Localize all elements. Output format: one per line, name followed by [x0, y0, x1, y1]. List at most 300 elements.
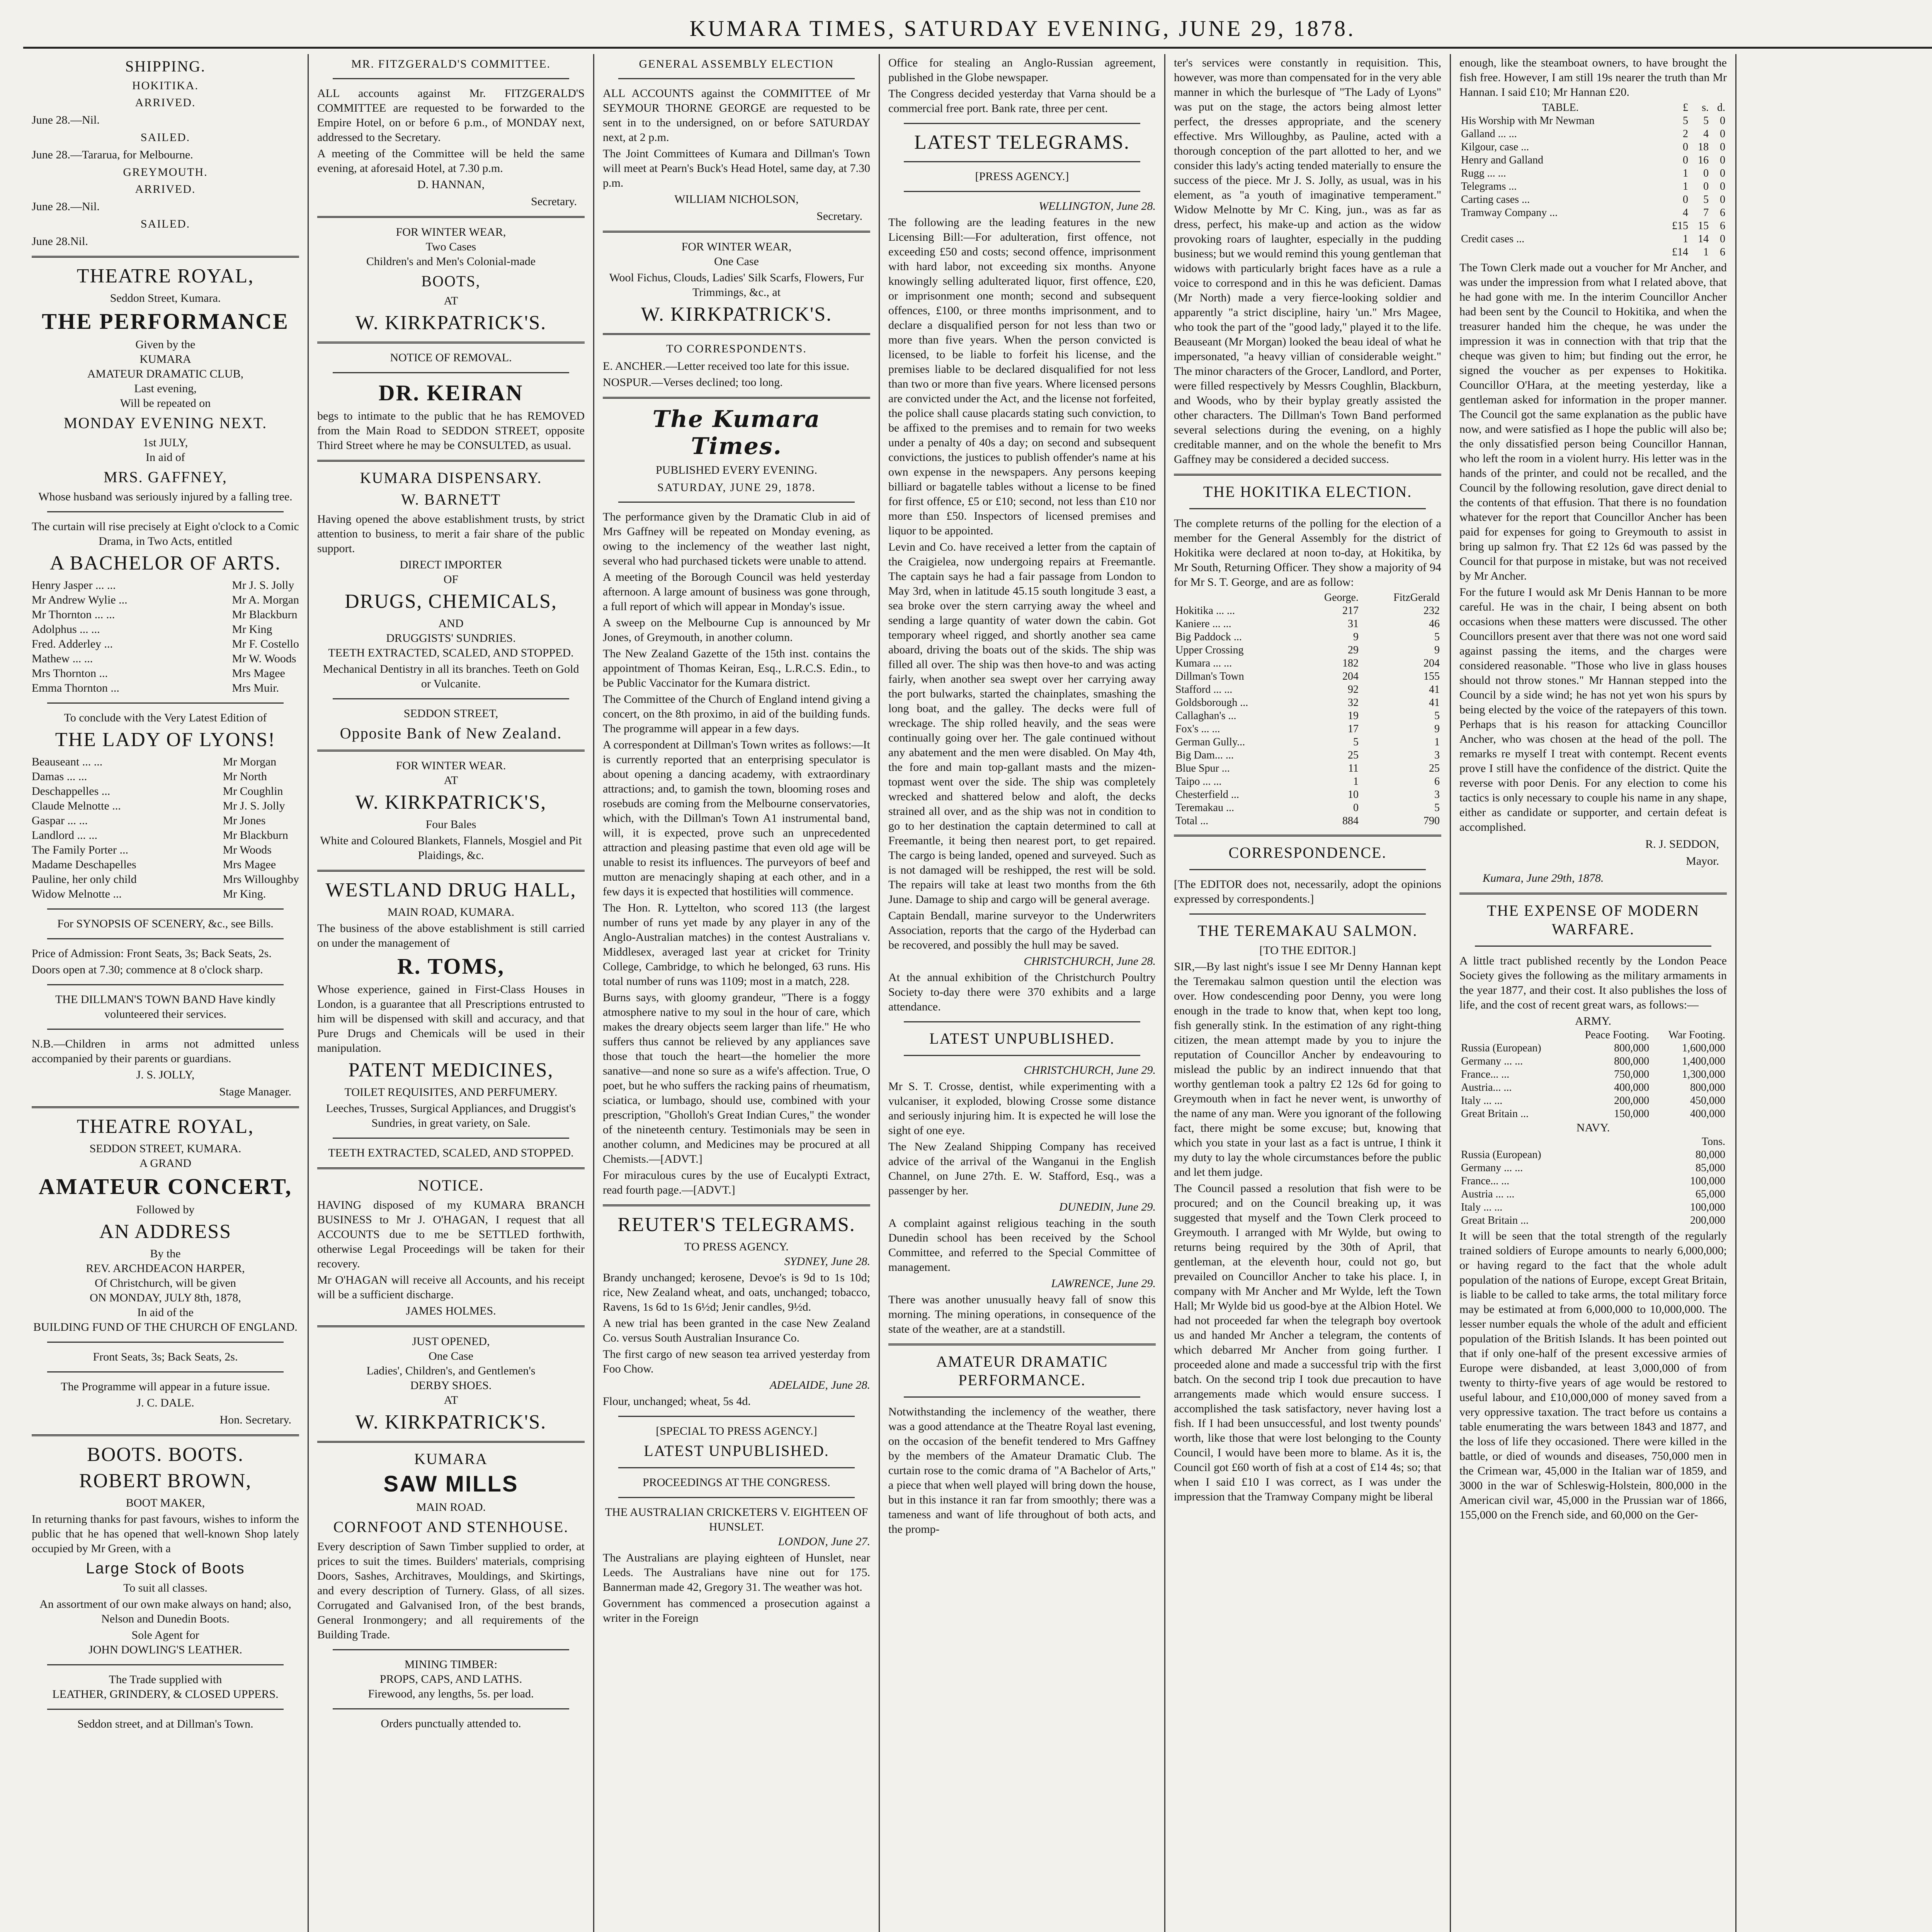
- table-body: [1174, 604, 1441, 815]
- table-cell: 14: [1698, 233, 1709, 245]
- signature-title: Hon. Secretary.: [219, 1413, 291, 1426]
- text-line: In aid of the: [137, 1306, 194, 1319]
- lady-of-lyons-heading: THE LADY OF LYONS!: [55, 729, 276, 751]
- table-row: [1459, 1094, 1727, 1107]
- divider: [333, 1138, 569, 1139]
- table-footer: [1459, 219, 1727, 259]
- paper-title: The Kumara Times.: [652, 406, 821, 460]
- table-header-cell: £: [1683, 102, 1688, 114]
- masthead: KUMARA TIMES, SATURDAY EVENING, JUNE 29, 1878.: [23, 15, 1932, 49]
- table-cell: Great Britain ...: [1461, 1214, 1529, 1226]
- text-line: The Trade supplied with: [109, 1673, 222, 1686]
- correspondents-heading: TO CORRESPONDENTS.: [666, 342, 807, 355]
- table-cell: Callaghan's ...: [1175, 710, 1236, 722]
- text-paragraph: At the annual exhibition of the Christchurch Poultry Society to-day there were 370 exhibits and a large attendance.: [888, 971, 1156, 1013]
- table-row: [1174, 644, 1441, 657]
- text-paragraph: NOSPUR.—Verses declined; too long.: [603, 376, 783, 389]
- concert-heading: AMATEUR CONCERT,: [38, 1174, 293, 1199]
- text-paragraph: Every description of Sawn Timber supplied to order, at prices to suit the times. Builders' materials, comprising Doors, Sashes, Architraves, Mouldings, and Skirtings, and every description of Turnery. Glass, of all sizes. Corrugated and Galvanised Iron, of the best brands, General Ironmongery; and all requirements of the Building Trade.: [317, 1540, 585, 1641]
- dateline: LAWRENCE, June 29.: [1051, 1277, 1156, 1290]
- table-row: [1459, 154, 1727, 167]
- divider: [618, 502, 855, 503]
- text-paragraph: For the future I would ask Mr Denis Hannan to be more careful. He was in the chair, I being absent on both occasions when these matters were discussed. The other Councillors present aver that there was not one word said against passing the items, and the charges were considered reasonable. "Those who live in glass houses should not throw stones." Mr Hannan stepped into the Council by a side wind; he has not yet won his spurs by being elected by the voice of the ratepayers of this town. Perhaps that is his reason for attacking Councillor Ancher, who was chosen at the head of the poll. The remarks re myself I treat with contempt. Recent events prove I still have the confidence of the district. Quite the reverse with poor Denis. For any election to come his tactics is only necessary to couple his name in any shape, either as candidate or supporter, and certain defeat is accomplished.: [1459, 586, 1727, 833]
- table-cell: Dillman's Town: [1175, 670, 1244, 682]
- column-1: [23, 54, 309, 1932]
- amateur-heading: AMATEUR DRAMATIC PERFORMANCE.: [936, 1353, 1108, 1389]
- kirkpatrick-heading: W. KIRKPATRICK'S,: [355, 791, 547, 813]
- arrived-label: ARRIVED.: [135, 183, 196, 196]
- table-cell: Taipo ... ...: [1175, 776, 1222, 787]
- table-cell: Russia (European): [1461, 1149, 1541, 1161]
- table-cell: 65,000: [1696, 1188, 1725, 1200]
- table-cell: Germany ... ...: [1461, 1055, 1523, 1067]
- gaffney-heading: MRS. GAFFNEY,: [104, 468, 227, 486]
- table-cell: 232: [1423, 605, 1440, 617]
- table-row: [1174, 631, 1441, 644]
- cast-actor: Mr J. S. Jolly: [223, 799, 285, 812]
- table-cell: [1459, 246, 1661, 259]
- table-cell: Galland ... ...: [1461, 128, 1517, 140]
- table-cell: France... ...: [1461, 1068, 1510, 1080]
- text-paragraph: Captain Bendall, marine surveyor to the Underwriters Association, reports that the cargo of the Hyderbad can be recovered, and possibly the hull may be saved.: [888, 909, 1156, 951]
- divider: [603, 397, 870, 399]
- signature: J. C. DALE.: [136, 1396, 194, 1409]
- divider: [47, 1371, 284, 1372]
- cast-actor: Mr A. Morgan: [232, 594, 299, 606]
- divider: [333, 1649, 569, 1650]
- text-line: OF: [443, 573, 459, 586]
- table-header-row: [1459, 101, 1727, 114]
- table-cell: Big Dam... ...: [1175, 749, 1234, 761]
- table-cell: 450,000: [1690, 1095, 1725, 1107]
- divider: [1174, 835, 1441, 837]
- text-paragraph: The business of the above establishment is still carried on under the management of: [317, 922, 585, 949]
- divider: [904, 161, 1140, 162]
- table-cell: 9: [1434, 644, 1440, 656]
- table-cell: His Worship with Mr Newman: [1461, 115, 1595, 127]
- text-paragraph: The Programme will appear in a future issue.: [61, 1380, 270, 1393]
- text-paragraph: Brandy unchanged; kerosene, Devoe's is 9d to 1s 10d; rice, New Zealand wheat, and oats, unchanged; tobacco, Ravens, 1s 6d to 1s 6½d; Jenir candles, 9½d.: [603, 1271, 870, 1313]
- barnett-heading: W. BARNETT: [401, 491, 501, 508]
- divider: [333, 698, 569, 699]
- divider: [47, 511, 284, 512]
- table-cell: Kilgour, case ...: [1461, 141, 1529, 153]
- divider: [1459, 893, 1727, 895]
- boots-heading: BOOTS. BOOTS.: [87, 1444, 244, 1466]
- table-row: [1174, 657, 1441, 670]
- text-line: DIRECT IMPORTER: [400, 558, 502, 571]
- divider: [317, 870, 585, 872]
- divider: [32, 1434, 299, 1436]
- table-cell: 6: [1720, 246, 1725, 258]
- table-cell: 32: [1347, 697, 1359, 709]
- table-cell: Kaniere ... ...: [1175, 618, 1231, 630]
- cast-role: Fred. Adderley ...: [32, 638, 113, 650]
- table-cell: 46: [1429, 618, 1440, 630]
- text-paragraph: Whose experience, gained in First-Class Houses in London, is a guarantee that all Prescriptions entrusted to him will be dispensed with skill and accuracy, and that Pure Drugs and Chemicals will be used in their manipulation.: [317, 983, 585, 1054]
- cast-actor: Mr J. S. Jolly: [232, 579, 294, 592]
- column-3: [594, 54, 880, 1932]
- table-cell: Telegrams ...: [1461, 180, 1517, 192]
- cast-role: Henry Jasper ... ...: [32, 579, 116, 592]
- dateline: LONDON, June 27.: [778, 1535, 870, 1548]
- table-cell: 182: [1342, 657, 1359, 669]
- table-row: [1459, 206, 1727, 219]
- text-paragraph: A sweep on the Melbourne Cup is announced by Mr Jones, of Greymouth, in another column.: [603, 616, 870, 644]
- divider: [47, 908, 284, 910]
- table-cell: 41: [1429, 697, 1440, 709]
- text-paragraph: The Council passed a resolution that fish were to be procured; and on the Council breaking up, it was suggested that myself and the Town Clerk proceed to Greymouth. I arranged with Mr Wylde, but owing to returns being required by the 30th of April, that gentleman, at the eleventh hour, could not go, but prevailed on Councillor Ancher to take his place. I, in company with Mr Ancher and Mr Wylde, left the Town Hall; Mr Wylde bid us good-bye at the Albion Hotel. We had not proceeded far when the telegraph boy overtook us and handed Mr Ancher a telegram, the contents of which debarred Mr Ancher from going further. I proceeded alone and made a successful trip with the first batch. On the second trip I took due precaution to have arrangements made which would ensure success. I accomplished the task satisfactory, never having lost a fish. If I had been unsuccessful, and lost twenty pounds' worth, like those that were lost belonging to the County Council, I would have been more to blame. As it is, the Council got £60 worth of fish at a cost of £14 4s; so; that when I said £10 I was correct, as I was under the impression that the Tramway Company might be liberal: [1174, 1182, 1441, 1503]
- kirkpatrick-heading: W. KIRKPATRICK'S.: [355, 1411, 547, 1433]
- text-line: PROCEEDINGS AT THE CONGRESS.: [643, 1476, 830, 1489]
- text-line: SEDDON STREET,: [403, 707, 498, 720]
- text-paragraph: Doors open at 7.30; commence at 8 o'clock sharp.: [32, 963, 263, 976]
- divider: [317, 460, 585, 462]
- cast-actor: Mr King: [232, 623, 272, 636]
- text-paragraph: A little tract published recently by the London Peace Society gives the following as the military armaments in the year 1877, and their cost. It also publishes the loss of life, and the cost of recent great wars, as follows:—: [1459, 954, 1727, 1011]
- table-row: [1174, 709, 1441, 723]
- table-cell: 400,000: [1614, 1082, 1650, 1094]
- warfare-heading: THE EXPENSE OF MODERN WARFARE.: [1487, 902, 1699, 938]
- divider: [603, 333, 870, 335]
- table-row: [1174, 723, 1441, 736]
- table-cell: 100,000: [1690, 1175, 1725, 1187]
- divider: [317, 1167, 585, 1169]
- dateline: CHRISTCHURCH, June 29.: [1024, 1064, 1156, 1077]
- divider: [32, 1106, 299, 1108]
- signature-title: Mayor.: [1686, 855, 1719, 867]
- table-cell: France... ...: [1461, 1175, 1510, 1187]
- text-paragraph: For miraculous cures by the use of Eucalypti Extract, read fourth page.—[ADVT.]: [603, 1169, 870, 1196]
- table-row: [1459, 1148, 1727, 1162]
- text-paragraph: [The EDITOR does not, necessarily, adopt the opinions expressed by correspondents.]: [1174, 878, 1441, 905]
- divider: [333, 78, 569, 79]
- table-row: [1459, 1188, 1727, 1201]
- table-cell: Henry and Galland: [1461, 154, 1544, 166]
- table-cell: 0: [1683, 154, 1688, 166]
- signature: D. HANNAN,: [417, 178, 485, 191]
- divider: [317, 1325, 585, 1327]
- text-paragraph: begs to intimate to the public that he has REMOVED from the Main Road to SEDDON STREET, opposite Third Street where he may be CONSULTED, as usual.: [317, 410, 585, 452]
- committee-heading: MR. FITZGERALD'S COMMITTEE.: [351, 58, 551, 70]
- cast-role: Deschappelles ...: [32, 785, 111, 798]
- table-cell: 5: [1434, 631, 1440, 643]
- text-line: Seddon street, and at Dillman's Town.: [77, 1718, 253, 1730]
- divider: [904, 1396, 1140, 1398]
- table-cell: Credit cases ...: [1461, 233, 1525, 245]
- notice-heading: NOTICE.: [418, 1177, 484, 1194]
- theatre-royal-heading: THEATRE ROYAL,: [77, 1116, 254, 1138]
- cornfoot-heading: CORNFOOT AND STENHOUSE.: [333, 1518, 569, 1536]
- table-cell: 80,000: [1696, 1149, 1725, 1161]
- divider: [603, 231, 870, 233]
- dateline: WELLINGTON, June 28.: [1039, 200, 1156, 213]
- signature-title: Secretary.: [816, 210, 862, 223]
- large-stock-heading: Large Stock of Boots: [86, 1560, 245, 1577]
- divider: [1189, 508, 1426, 509]
- text-line: TEETH EXTRACTED, SCALED, AND STOPPED.: [328, 646, 574, 659]
- text-paragraph: The Australians are playing eighteen of Hunslet, near Leeds. The Australians have nine out for 175. Bannerman made 42, Gregory 31. The weather was hot.: [603, 1551, 870, 1594]
- text-line: DRUGGISTS' SUNDRIES.: [386, 632, 516, 645]
- text-line: KUMARA: [139, 353, 191, 366]
- table-cell: 4: [1703, 128, 1709, 140]
- table-cell: 800,000: [1614, 1055, 1650, 1067]
- table-row: [1174, 683, 1441, 696]
- table-cell: 18: [1698, 141, 1709, 153]
- divider: [618, 1416, 855, 1417]
- text-line: BUILDING FUND OF THE CHURCH OF ENGLAND.: [33, 1321, 298, 1333]
- table-cell: 217: [1342, 605, 1359, 617]
- table-cell: German Gully...: [1175, 736, 1245, 748]
- theatre-royal-heading: THEATRE ROYAL,: [77, 265, 254, 287]
- text-paragraph: Flour, unchanged; wheat, 5s 4d.: [603, 1395, 751, 1408]
- cast-actor: Mrs Magee: [232, 667, 285, 680]
- table-cell: 5: [1703, 194, 1709, 206]
- table-cell: 31: [1347, 618, 1359, 630]
- dateline: SYDNEY, June 28.: [784, 1255, 870, 1268]
- letter-date: Kumara, June 29th, 1878.: [1483, 872, 1604, 884]
- text-line: TO PRESS AGENCY.: [684, 1240, 789, 1253]
- patent-heading: PATENT MEDICINES,: [348, 1059, 554, 1081]
- cast-actor: Mr Woods: [223, 844, 272, 856]
- saw-mills-heading: SAW MILLS: [383, 1471, 519, 1497]
- latest-unpublished-heading: LATEST UNPUBLISHED.: [644, 1442, 829, 1459]
- club-name: AMATEUR DRAMATIC CLUB,: [87, 367, 244, 380]
- text-line: FOR WINTER WEAR.: [396, 759, 506, 772]
- hokitika-election-heading: THE HOKITIKA ELECTION.: [1203, 483, 1412, 500]
- performance-heading: THE PERFORMANCE: [42, 309, 289, 334]
- text-line: MAIN ROAD.: [416, 1501, 486, 1514]
- column-7: [1736, 54, 1932, 1932]
- table-row: [1459, 128, 1727, 141]
- table-cell: 1: [1434, 736, 1440, 748]
- text-paragraph: The Joint Committees of Kumara and Dillman's Town will meet at Pearn's Buck's Head Hotel, same day, at 7.30 p.m.: [603, 147, 870, 189]
- table-cell: 155: [1423, 670, 1440, 682]
- text-paragraph: The New Zealand Shipping Company has received advice of the arrival of the Wanganui in the English Channel, on June 27th. E. W. Stafford, Esq., was a passenger by her.: [888, 1140, 1156, 1197]
- table-cell: 0: [1720, 167, 1725, 179]
- cast-role: Mr Andrew Wylie ...: [32, 594, 128, 606]
- text-paragraph: enough, like the steamboat owners, to have brought the fish free. However, I am still 19s nearer the truth than Mr Hannan. I said £10; Mr Hannan £20.: [1459, 56, 1727, 99]
- text-line: AT: [444, 1394, 458, 1406]
- army-label: ARMY.: [1575, 1015, 1611, 1027]
- text-line: AND: [438, 617, 464, 630]
- text-line: TOILET REQUISITES, AND PERFUMERY.: [344, 1086, 558, 1099]
- table-row: [1459, 1055, 1727, 1068]
- cast-role: Emma Thornton ...: [32, 682, 119, 694]
- cast-role: Widow Melnotte ...: [32, 888, 122, 900]
- cast-actor: Mrs Willoughby: [223, 873, 299, 886]
- text-paragraph: The curtain will rise precisely at Eight o'clock to a Comic Drama, in Two Acts, entitled: [32, 520, 299, 548]
- text-paragraph: A new trial has been granted in the case New Zealand Co. versus South Australian Insurance Co.: [603, 1317, 870, 1344]
- text-paragraph: Price of Admission: Front Seats, 3s; Back Seats, 2s.: [32, 947, 272, 960]
- divider: [1189, 913, 1426, 915]
- cast-actor: Mr W. Woods: [232, 652, 296, 665]
- kirkpatrick-heading: W. KIRKPATRICK'S.: [355, 312, 547, 334]
- table-cell: 6: [1434, 776, 1440, 787]
- signature: WILLIAM NICHOLSON,: [674, 193, 799, 206]
- text-paragraph: Leeches, Trusses, Surgical Appliances, and Druggist's Sundries, in great variety, on Sale.: [326, 1102, 576, 1129]
- table-cell: 0: [1720, 194, 1725, 206]
- table-cell: 3: [1434, 789, 1440, 801]
- cast-list: [32, 755, 299, 901]
- table-row: [1174, 775, 1441, 788]
- table-cell: 5: [1353, 736, 1359, 748]
- text-line: Last evening,: [134, 382, 197, 395]
- table-cell: Austria ... ...: [1461, 1188, 1515, 1200]
- text-paragraph: Mechanical Dentistry in all its branches. Teeth on Gold or Vulcanite.: [323, 663, 579, 690]
- published-line: PUBLISHED EVERY EVENING.: [655, 464, 818, 476]
- greymouth-heading: GREYMOUTH.: [123, 166, 208, 179]
- address-line: Seddon Street, Kumara.: [110, 292, 221, 304]
- table-cell: 0: [1683, 141, 1688, 153]
- text-paragraph: Mr S. T. Crosse, dentist, while experimenting with a vulcaniser, it exploded, blowing Crosse some distance and seriously injuring him. It is expected he will lose the sight of one eye.: [888, 1080, 1156, 1137]
- bachelor-heading: A BACHELOR OF ARTS.: [49, 552, 281, 574]
- cast-list: [32, 578, 299, 696]
- table-cell: 0: [1720, 141, 1725, 153]
- table-cell: 0: [1703, 167, 1709, 179]
- correspondence-heading: CORRESPONDENCE.: [1228, 844, 1387, 861]
- table-cell: 1,400,000: [1682, 1055, 1725, 1067]
- text-line: Sole Agent for: [131, 1629, 199, 1641]
- table-row: [1459, 141, 1727, 154]
- text-line: A GRAND: [139, 1157, 192, 1170]
- table-cell: Russia (European): [1461, 1042, 1541, 1054]
- navy-label: NAVY.: [1576, 1121, 1610, 1134]
- cast-role: Claude Melnotte ...: [32, 799, 121, 812]
- cast-role: Landlord ... ...: [32, 829, 97, 842]
- table-header-cell: s.: [1702, 102, 1709, 114]
- text-line: 1st JULY,: [143, 436, 188, 449]
- table-cell: 790: [1423, 815, 1440, 827]
- table-cell: Great Britain ...: [1461, 1108, 1529, 1120]
- table-row: [1459, 1162, 1727, 1175]
- table-row: [1174, 762, 1441, 775]
- cast-actor: Mr Morgan: [223, 755, 277, 768]
- table-row: [1459, 1175, 1727, 1188]
- table-cell: 3: [1434, 749, 1440, 761]
- westland-heading: WESTLAND DRUG HALL,: [325, 879, 577, 901]
- table-cell: Goldsborough ...: [1175, 697, 1248, 709]
- text-line: Front Seats, 3s; Back Seats, 2s.: [93, 1350, 238, 1363]
- drugs-heading: DRUGS, CHEMICALS,: [345, 590, 557, 612]
- table-cell: 884: [1342, 815, 1359, 827]
- table-cell: 5: [1683, 115, 1688, 127]
- divider: [618, 1497, 855, 1498]
- shipping-line: June 28.—Nil.: [32, 114, 100, 126]
- table-body: [1459, 114, 1727, 219]
- cast-role: Mrs Thornton ...: [32, 667, 108, 680]
- text-line: AT: [444, 294, 458, 307]
- divider: [317, 1441, 585, 1443]
- table-cell: 0: [1720, 115, 1725, 127]
- divider: [47, 1664, 284, 1665]
- text-paragraph: Levin and Co. have received a letter from the captain of the Craigielea, now undergoing repairs at Freemantle. The captain says he had a fair passage from London to May 3rd, when in latitude 45.15 south longitude 3 east, a sea broke over the stern carrying away the wheel and sending a large quantity of water down the cabin. Got temporary wheel rigged, and shortly another sea came aboard, driving the boats out of the skids. The ship was filled all over. The ship was then hove-to and was acting fairly, when another sea swept over her carrying away the port bulwarks, started the chainplates, smashing the long boat, and the galley. The decks were full of wreckage. The ship rolled heavily, and the seas were continually going over her. The gale continued without any abatement and the men were disabled. On May 4th, the fore and main top-gallant masts and the mizen-topmast went over the side. The ship was completely wrecked and shattered below and aloft, the decks strained all over, and as the ship was not in condition to go to her destination the captain determined to call at Freemantle, it being then nearest port, to get repaired. The cargo is being landed, opened and surveyed. Such as is not damaged will be reshipped, the rest will be sold. The repairs will take at least two months from the 6th June. Damage to ship and cargo will be general average.: [888, 541, 1156, 906]
- column-2: [309, 54, 594, 1932]
- text-line: REV. ARCHDEACON HARPER,: [86, 1262, 245, 1275]
- text-paragraph: Burns says, with gloomy grandeur, "There is a foggy atmosphere native to my soul in the hour of care, which makes the dreary objects seem larger than life." He who suffers thus cannot be relieved by any appliances save those that touch the heart—the homelier the more sanative—and none so sure as a wife's affection. True, O poet, but he who suffers the racking pains of rheumatism, sciatica, or lumbago, should use, combined with your prescription, "Gholloh's Great Indian Cures," the wonder of the nineteenth century. Testimonials may be seen in another column, and Medicines may be procured at all Chemists.—[ADVT.]: [603, 991, 870, 1165]
- reuters-heading: REUTER'S TELEGRAMS.: [617, 1214, 855, 1236]
- divider: [47, 1029, 284, 1030]
- table-cell: £14: [1672, 246, 1688, 258]
- table-row: [1459, 114, 1727, 128]
- table-row: [1459, 1214, 1727, 1227]
- text-paragraph: ter's services were constantly in requisition. This, however, was more than compensated for in the very able manner in which the burlesque of "The Lady of Lyons" was put on the stage, the actors being almost letter perfect, the dresses appropriate, and the scenery effective. Mrs Willoughby, as Pauline, acted with a thorough conception of the part allotted to her, and we consider this lady's acting tended materially to ensure the success of the piece. Mr J. S. Jolly, as usual, was in his element, as "a youth of imaginative temperament." Widow Melnotte by Mr C. King, jun., was as far as dress, perfect, his make-up and action as the widow provoking roars of laughter, especially in the pudding business; but we would remind this young gentleman that widows with particularly bright faces have as a rule a voice to correspond and in this he was deficient. Damas (Mr North) made a very fierce-looking soldier and apparently "a strict discipline, hairy 'un." Mrs Magee, who took the part of the "good lady," played it to the life. Beauseant (Mr Morgan) looked the beau ideal of what he impersonated, "a heavy villian of considerable weight." The minor characters of the Grocer, Landlord, and Porter, were filled respectively by Messrs Coughlin, Blackburn, and Woods, who by their byplay greatly assisted the other characters. The Dillman's Town Band performed several selections during the evening, on a highly creditable manner, and on the whole the benefit to Mrs Gaffney may be considered a decided success.: [1174, 56, 1441, 466]
- text-paragraph: SIR,—By last night's issue I see Mr Denny Hannan kept the Teremakau salmon question until the election was over. How condescending poor Denny, you were long enough in the trade to know that, when kept too long, fish generally stink. In the estimation of any right-thing citizen, the mean attempt made by you to injure the reputation of Councillor Ancher by endeavouring to mislead the public by an indirect innuendo that that worthy gentleman took a paltry £2 12s 6d for going to Greymouth when in fact he never went, is unworthy of the name of any man. Were you ignorant of the following fact, there might be some excuse; but, knowing that which you state in your last as a fact is untrue, I think it my duty to lay the whole circumstances before the public and let them judge.: [1174, 960, 1441, 1179]
- table-cell: 5: [1434, 710, 1440, 722]
- table-cell: 15: [1698, 220, 1709, 232]
- table-cell: Italy ... ...: [1461, 1095, 1503, 1107]
- salmon-heading: THE TEREMAKAU SALMON.: [1197, 922, 1418, 939]
- table-cell: Fox's ... ...: [1175, 723, 1220, 735]
- text-line: Firewood, any lengths, 5s. per load.: [368, 1687, 534, 1700]
- divider: [618, 1467, 855, 1468]
- table-cell: 25: [1347, 749, 1359, 761]
- cast-role: Mr Thornton ... ...: [32, 608, 115, 621]
- table-cell: 1: [1683, 233, 1688, 245]
- table-cell: 11: [1348, 762, 1359, 774]
- text-paragraph: An assortment of our own make always on hand; also, Nelson and Dunedin Boots.: [39, 1598, 291, 1625]
- text-paragraph: Wool Fichus, Clouds, Ladies' Silk Scarfs, Flowers, Fur Trimmings, &c., at: [609, 271, 864, 299]
- text-line: Four Bales: [425, 818, 476, 831]
- text-paragraph: The Town Clerk made out a voucher for Mr Ancher, and was under the impression from what I related above, that he had gone with me. In the interim Councillor Ancher had been sent by the Council to Hokitika, and when the treasurer handed him the cheque, he was under the impression it was in connection with that trip that the cheque was given to him; but finding out the error, he signed the voucher as per expenses to Hokitika. Councillor O'Hara, at the meeting yesterday, like a gentleman asked for information in the proper manner. The Council got the same explanation as the public have now, and were satisfied as I hope the public will also be; the only dissatisfied person being Councillor Hannan, who left the room in a violent hurry. His letter was in the hands of the printer, and could not be recalled, and the Council by the following resolution, gave direct denial to the contents of that effusion. That there is no foundation whatever for the report that Councillor Ancher has been paid for expenses for going to Greymouth to assist in bring up salmon fry. That £2 12s 6d was passed by the Council for that purpose in mistake, but was not received by Mr Ancher.: [1459, 261, 1727, 582]
- text-paragraph: The complete returns of the polling for the election of a member for the General Assembly for the district of Hokitika were declared at noon to-day, at Hokitika, by Mr South, Returning Officer. They show a majority of 94 for Mr S. T. George, and are as follow:: [1174, 517, 1441, 588]
- table-row: [1459, 1081, 1727, 1094]
- table-cell: 800,000: [1690, 1082, 1725, 1094]
- table-cell: Carting cases ...: [1461, 194, 1530, 206]
- cast-role: Mathew ... ...: [32, 652, 93, 665]
- divider: [904, 123, 1140, 124]
- text-line: Two Cases: [425, 240, 476, 253]
- divider: [47, 702, 284, 704]
- table-body: [1459, 1042, 1727, 1121]
- table-cell: 400,000: [1690, 1108, 1725, 1120]
- latest-unpublished-heading: LATEST UNPUBLISHED.: [929, 1030, 1115, 1047]
- divider: [47, 1709, 284, 1710]
- table-cell: 1,300,000: [1682, 1068, 1725, 1080]
- signature: R. J. SEDDON,: [1645, 838, 1719, 850]
- boots-heading: BOOTS,: [421, 272, 481, 290]
- text-paragraph: Mr O'HAGAN will receive all Accounts, and his receipt will be a sufficient discharge.: [317, 1274, 585, 1301]
- divider: [317, 342, 585, 344]
- shipping-heading: SHIPPING.: [125, 58, 206, 75]
- table-cell: 25: [1429, 762, 1440, 774]
- table-cell: 17: [1347, 723, 1359, 735]
- cast-actor: Mr North: [223, 770, 267, 783]
- text-line: DERBY SHOES.: [410, 1379, 492, 1392]
- dateline: ADELAIDE, June 28.: [770, 1379, 870, 1391]
- r-toms-heading: R. TOMS,: [397, 954, 505, 979]
- table-cell: 0: [1353, 802, 1359, 814]
- table-cell: 4: [1683, 207, 1688, 219]
- table-row: [1459, 167, 1727, 180]
- expenses-table: [1459, 101, 1727, 259]
- text-line: LEATHER, GRINDERY, & CLOSED UPPERS.: [52, 1688, 279, 1701]
- table-cell: Italy ... ...: [1461, 1201, 1503, 1213]
- text-line: JOHN DOWLING'S LEATHER.: [88, 1643, 242, 1656]
- text-line: AT: [444, 774, 458, 787]
- divider: [888, 1344, 1156, 1345]
- text-paragraph: The Committee of the Church of England intend giving a concert, on the 8th proximo, in aid of the building funds. The programme will appear in a few days.: [603, 693, 870, 735]
- table-header-row: [1459, 1029, 1727, 1042]
- table-cell: FitzGerald: [1393, 592, 1440, 604]
- table-cell: 5: [1703, 115, 1709, 127]
- table-cell: £15: [1672, 220, 1688, 232]
- column-5: [1165, 54, 1451, 1932]
- table-cell: 1: [1703, 246, 1709, 258]
- table-body: [1459, 1148, 1727, 1227]
- table-cell: 0: [1720, 128, 1725, 140]
- table-row: [1459, 233, 1727, 246]
